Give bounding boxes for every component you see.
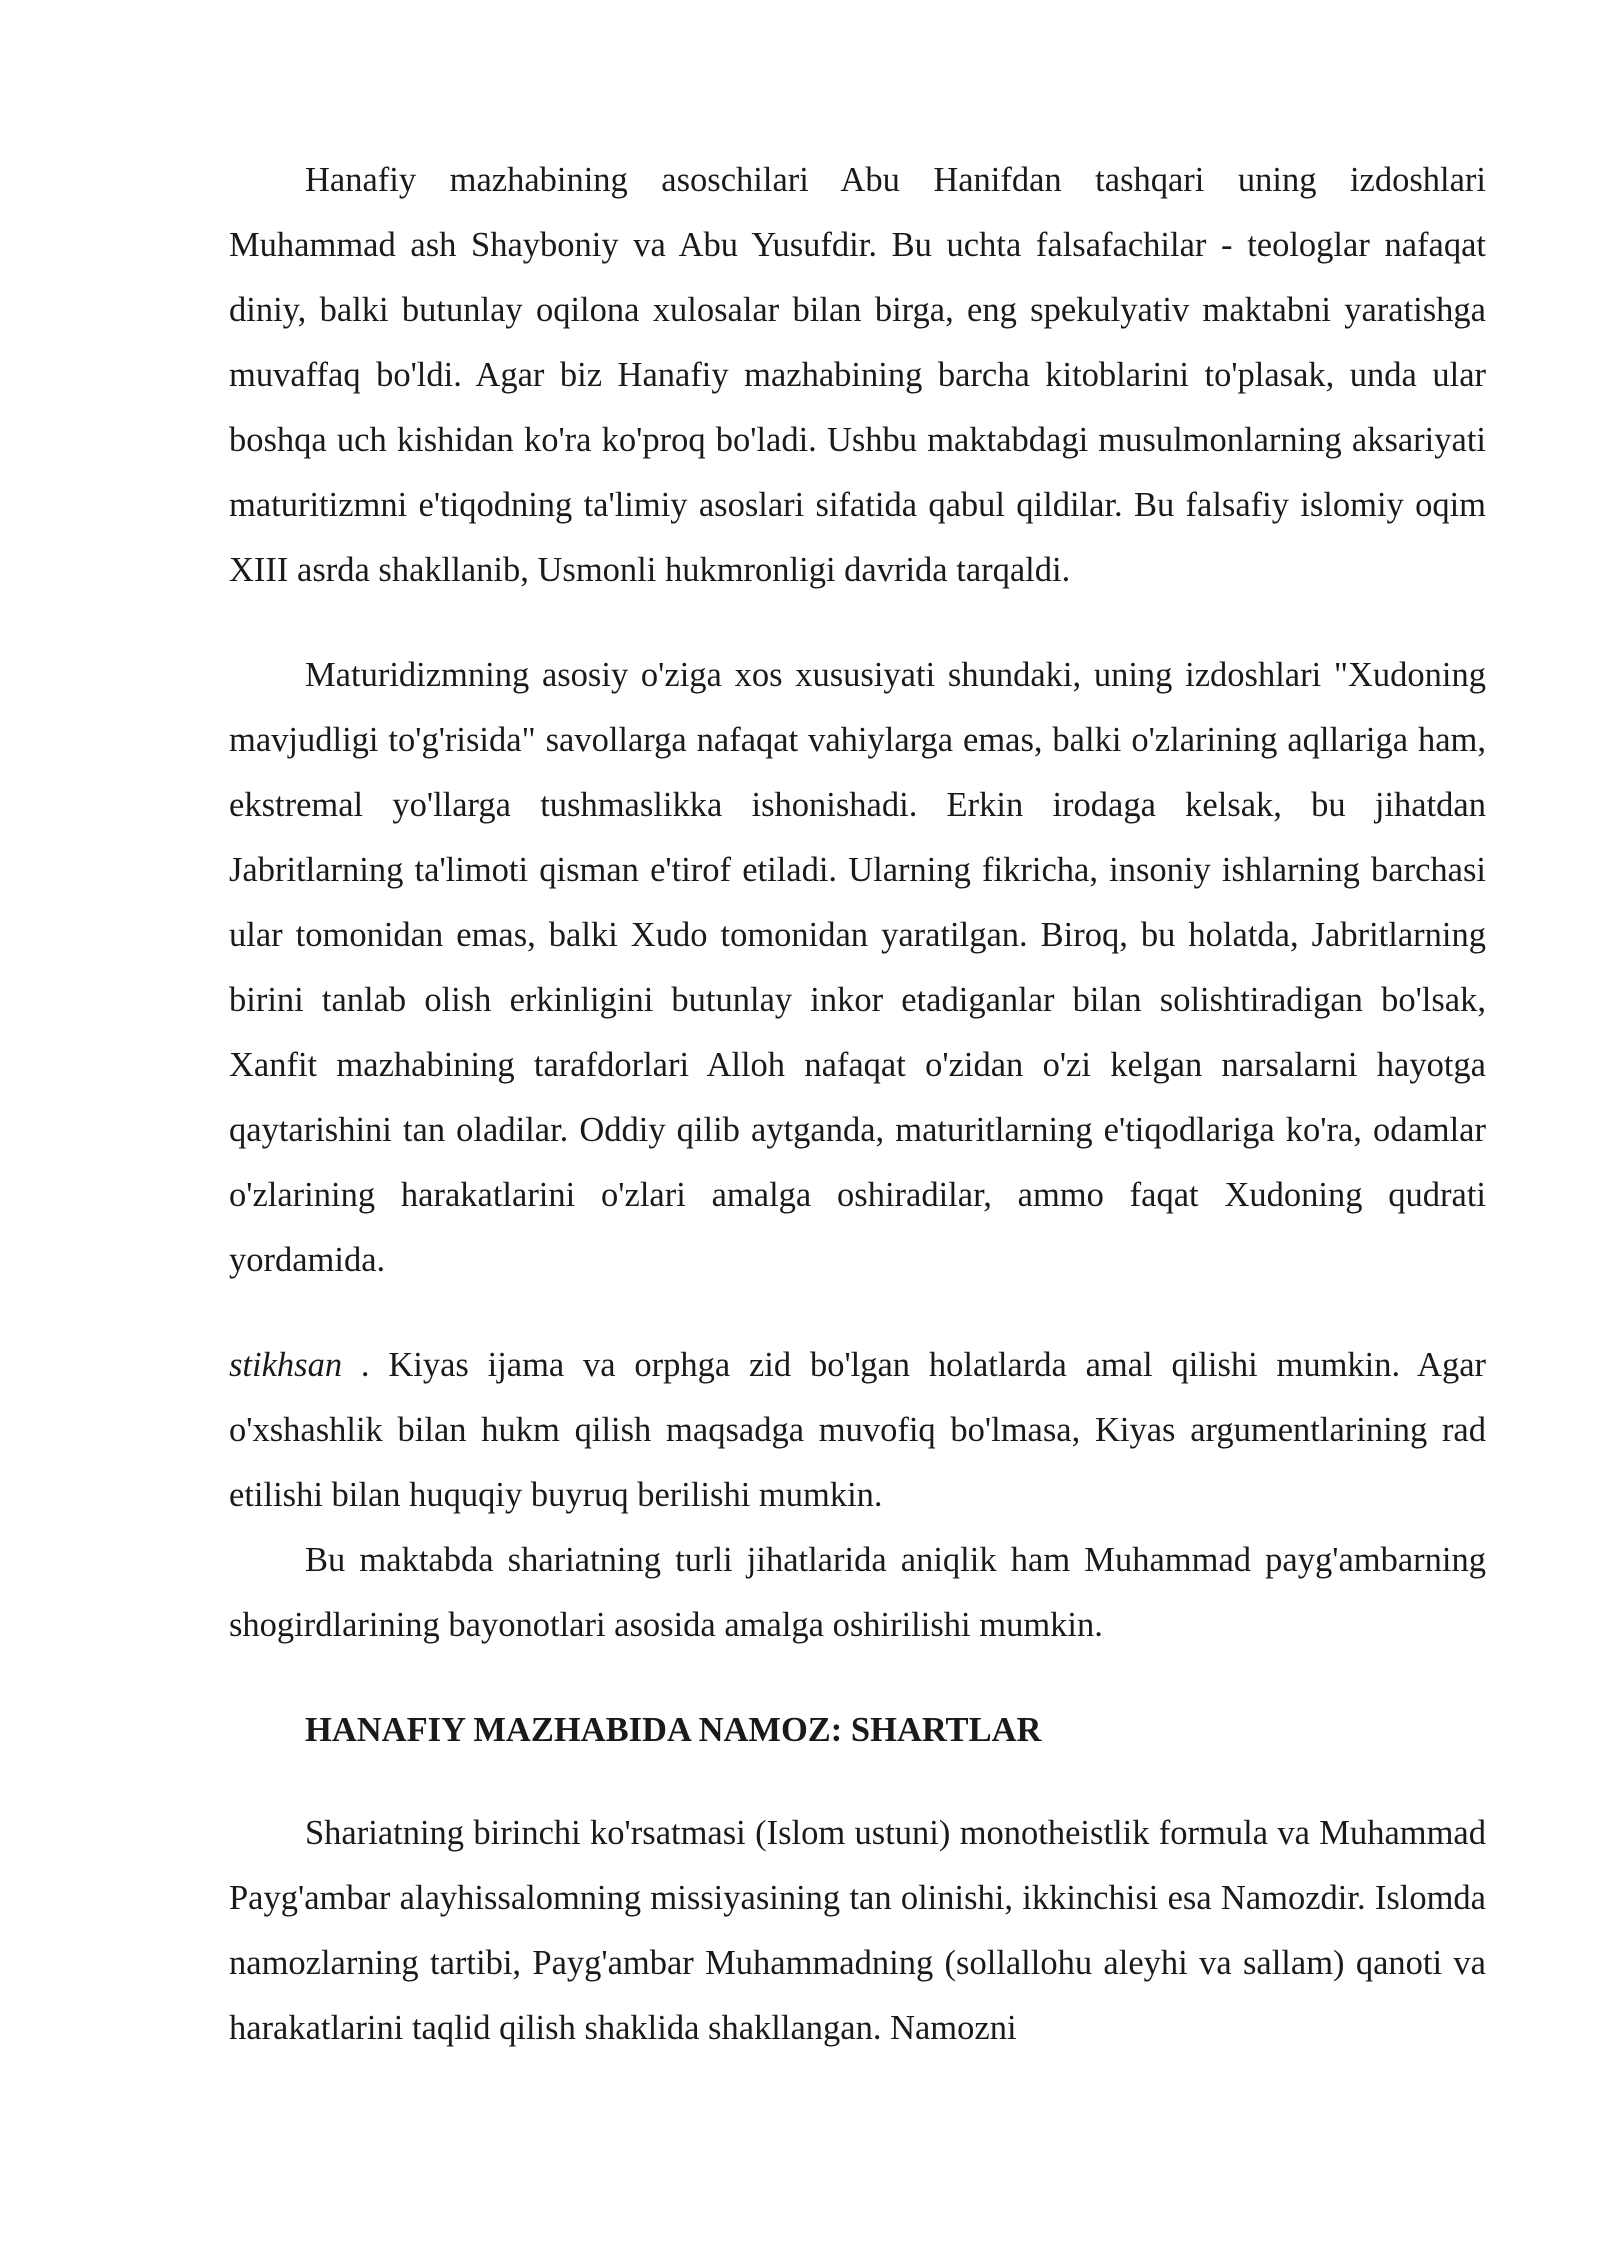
document-page xyxy=(229,148,1486,2061)
paragraph-companions: Bu maktabda shariatning turli jihatlarida aniqlik ham Muhammad payg'ambarning shogirdlarining bayonotlari asosida amalga oshirilishi mumkin. xyxy=(229,1541,1486,1644)
paragraph-istihsan xyxy=(229,1333,1486,1528)
paragraph-hanafiy-founders: Hanafiy mazhabining asoschilari Abu Hanifdan tashqari uning izdoshlari Muhammad ash Shayboniy va Abu Yusufdir. Bu uchta falsafachilar - teologlar nafaqat diniy, balki butunlay oqilona xulosalar bilan birga, eng spekulyativ maktabni yaratishga muvaffaq bo'ldi. Agar biz Hanafiy mazhabining barcha kitoblarini to'plasak, unda ular boshqa uch kishidan ko'ra ko'proq bo'ladi. Ushbu maktabdagi musulmonlarning aksariyati maturitizmni e'tiqodning ta'limiy asoslari sifatida qabul qildilar. Bu falsafiy islomiy oqim XIII asrda shakllanib, Usmonli hukmronligi davrida tarqaldi. xyxy=(229,161,1486,589)
paragraph-istihsan-text: . Kiyas ijama va orphga zid bo'lgan holatlarda amal qilishi mumkin. Agar o'xshashlik bilan hukm qilish maqsadga muvofiq bo'lmasa, Kiyas argumentlarining rad etilishi bilan huquqiy buyruq berilishi mumkin. xyxy=(229,1346,1486,1514)
paragraph-maturidism: Maturidizmning asosiy o'ziga xos xususiyati shundaki, uning izdoshlari "Xudoning mavjudligi to'g'risida" savollarga nafaqat vahiylarga emas, balki o'zlarining aqllariga ham, ekstremal yo'llarga tushmaslikka ishonishadi. Erkin irodaga kelsak, bu jihatdan Jabritlarning ta'limoti qisman e'tirof etiladi. Ularning fikricha, insoniy ishlarning barchasi ular tomonidan emas, balki Xudo tomonidan yaratilgan. Biroq, bu holatda, Jabritlarning birini tanlab olish erkinligini butunlay inkor etadiganlar bilan solishtiradigan bo'lsak, Xanfit mazhabining tarafdorlari Alloh nafaqat o'zidan o'zi kelgan narsalarni hayotga qaytarishini tan oladilar. Oddiy qilib aytganda, maturitlarning e'tiqodlariga ko'ra, odamlar o'zlarining harakatlarini o'zlari amalga oshiradilar, ammo faqat Xudoning qudrati yordamida. xyxy=(229,656,1486,1279)
paragraph-istihsan-term: stikhsan xyxy=(229,1346,343,1384)
paragraph-namoz: Shariatning birinchi ko'rsatmasi (Islom ustuni) monotheistlik formula va Muhammad Payg'ambar alayhissalomning missiyasining tan olinishi, ikkinchisi esa Namozdir. Islomda namozlarning tartibi, Payg'ambar Muhammadning (sollallohu aleyhi va sallam) qanoti va harakatlarini taqlid qilish shaklida shakllangan. Namozni xyxy=(229,1814,1486,2047)
section-heading: HANAFIY MAZHABIDA NAMOZ: SHARTLAR xyxy=(305,1711,1042,1749)
